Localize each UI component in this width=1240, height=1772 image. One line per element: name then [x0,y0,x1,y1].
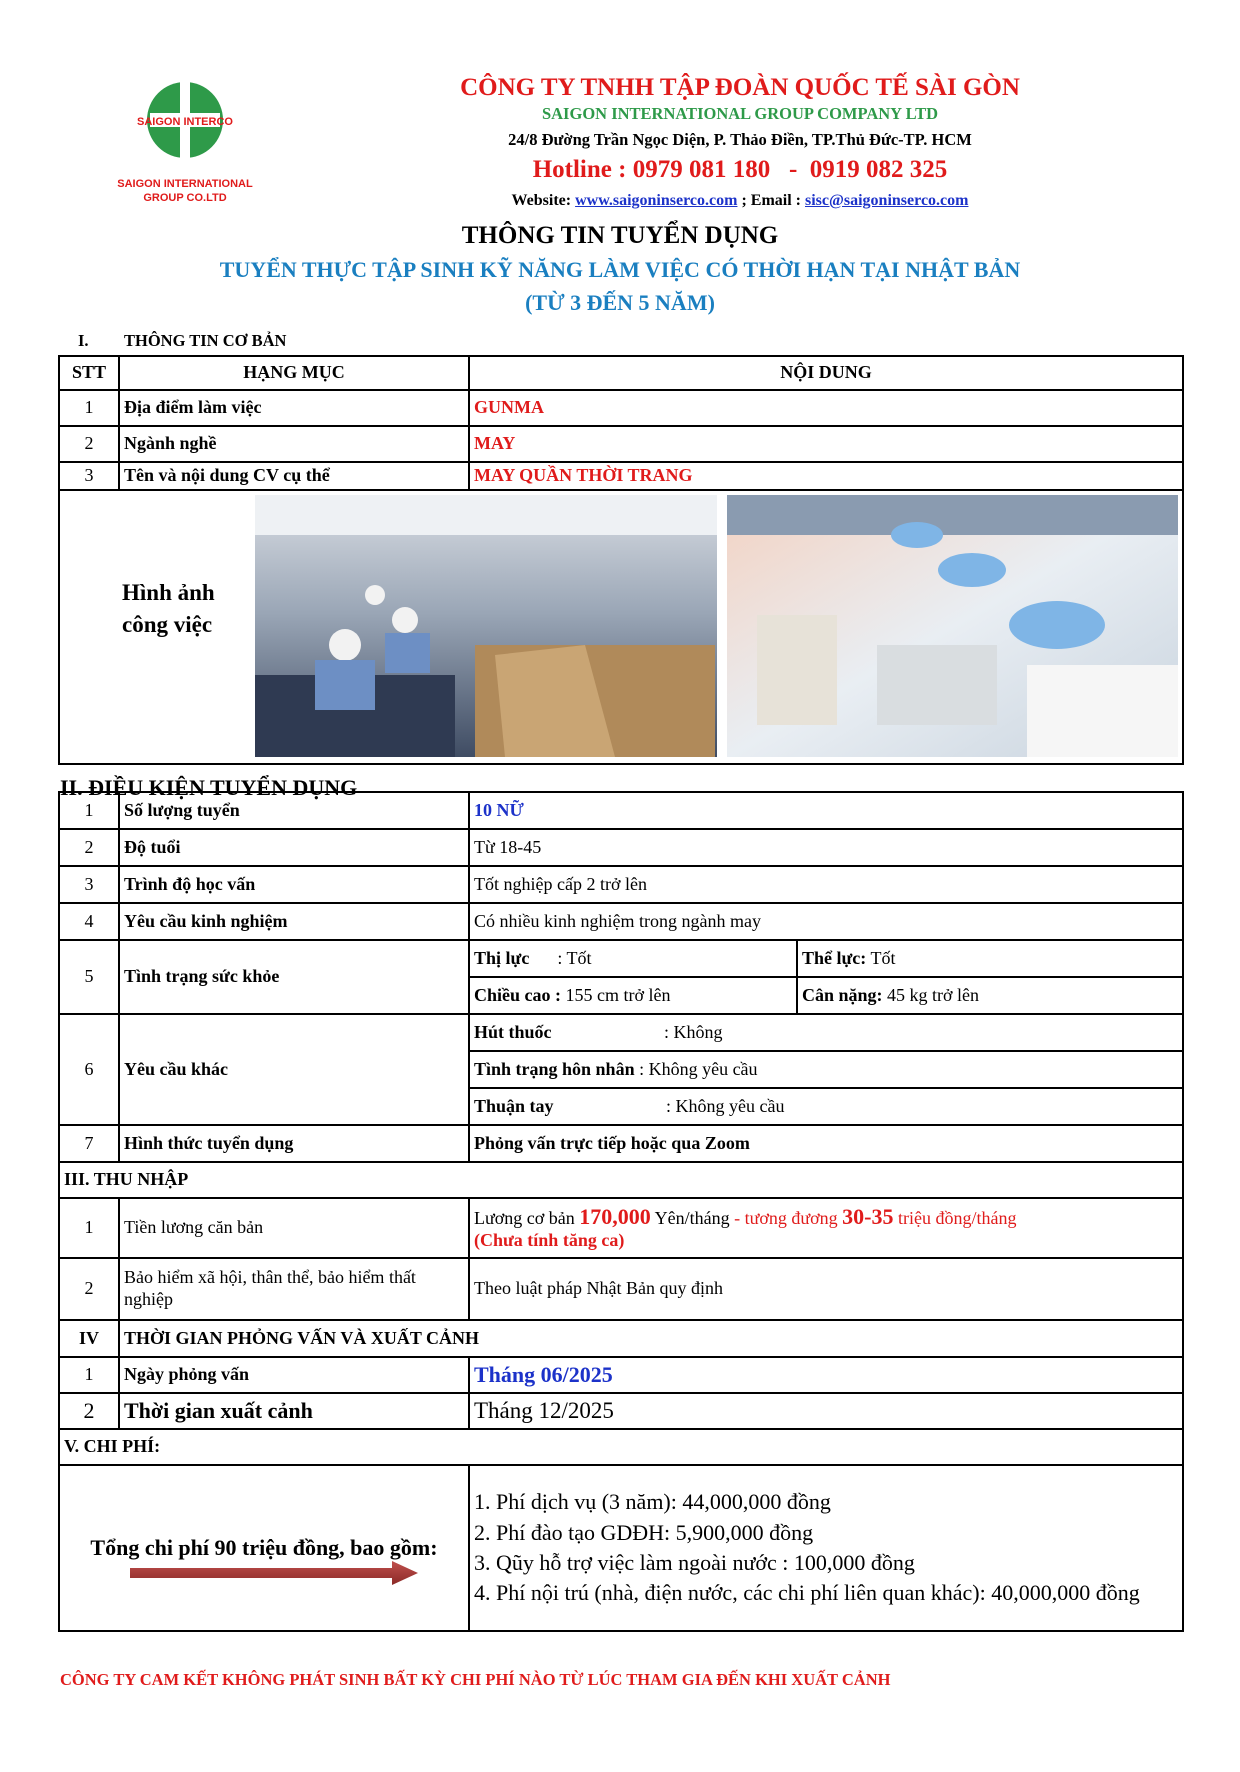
table-row [59,1014,1183,1051]
marital-cell [469,1051,1183,1088]
weight-cell [797,977,1183,1014]
section-1-title: THÔNG TIN CƠ BẢN [124,331,287,350]
table-row [59,1125,1183,1162]
company-contact [120,192,1240,210]
physical-cell [797,940,1183,977]
table-row [59,426,1183,462]
section-4-row [59,1320,1183,1357]
salary-p1: Lương cơ bản [474,1208,580,1228]
row-item: Tình trạng sức khỏe [119,940,469,1014]
section-2-heading: II. ĐIỀU KIỆN TUYỂN DỤNG [60,775,358,800]
row-item: Thời gian xuất cảnh [119,1393,469,1429]
interview-date-value: Tháng 06/2025 [469,1357,1183,1393]
cost-list [469,1465,1183,1631]
row-stt: 1 [59,390,119,426]
work-images-label-2: công việc [122,612,213,637]
table-row [59,829,1183,866]
table-row [59,1198,1183,1258]
table-row [59,1465,1183,1631]
row-item: Bảo hiểm xã hội, thân thể, bảo hiểm thất nghiệp [119,1258,469,1320]
logo-brand: SAIGON INTERCO [137,116,233,128]
hand-cell [469,1088,1183,1125]
row-stt: 2 [59,1258,119,1320]
salary-vnd: 30-35 [842,1204,894,1229]
quantity-value: 10 NỮ [469,792,1183,829]
row-item: Trình độ học vấn [119,866,469,903]
salary-p3: - tương đương [729,1208,843,1228]
email-label: ; Email : [741,192,801,209]
row-stt: 7 [59,1125,119,1162]
vision-cell [469,940,797,977]
section-1-heading [78,331,286,351]
company-hotline: Hotline : 0979 081 180 - 0919 082 325 [532,156,948,183]
smoking-label: Hút thuốc [474,1021,552,1042]
row-item: Tiền lương căn bản [119,1198,469,1258]
header-stt: STT [59,356,119,390]
row-stt: 1 [59,792,119,829]
row-item: Số lượng tuyển [119,792,469,829]
height-label: Chiều cao : [474,984,561,1005]
header-item: HẠNG MỤC [119,356,469,390]
marital-label: Tình trạng hôn nhân [474,1058,635,1079]
section-5-heading: V. CHI PHÍ: [59,1429,1183,1465]
row-item: Yêu cầu khác [119,1014,469,1125]
salary-p4: triệu đồng/tháng [893,1208,1017,1228]
page-duration: (TỪ 3 ĐẾN 5 NĂM) [525,290,715,315]
website-label: Website: [511,192,572,209]
work-images-cell [59,490,1183,764]
cost-item: 2. Phí đào tạo GDĐH: 5,900,000 đồng [474,1519,814,1545]
factory-photo-2 [727,495,1178,757]
arrow-right-icon [130,1560,420,1586]
email-link[interactable]: sisc@saigoninserco.com [805,192,969,209]
table-row [59,792,1183,829]
section-3-row [59,1162,1183,1198]
website-link[interactable]: www.saigoninserco.com [575,192,738,209]
total-cost-label: Tổng chi phí 90 triệu đồng, bao gồm: [90,1534,438,1560]
smoking-value: : Không [664,1021,723,1042]
row-stt: 5 [59,940,119,1014]
section-4-heading: THỜI GIAN PHỎNG VẤN VÀ XUẤT CẢNH [119,1320,1183,1357]
weight-value: 45 kg trở lên [882,984,980,1005]
row-item: Ngày phỏng vấn [119,1357,469,1393]
cost-item: 4. Phí nội trú (nhà, điện nước, các chi phí liên quan khác): 40,000,000 đồng [474,1580,1140,1606]
total-cost-cell [59,1465,469,1631]
height-value: 155 cm trở lên [561,984,671,1005]
company-name-en: SAIGON INTERNATIONAL GROUP COMPANY LTD [541,104,939,123]
company-name-vi: CÔNG TY TNHH TẬP ĐOÀN QUỐC TẾ SÀI GÒN [460,74,1020,101]
section-1-num: I. [78,331,89,350]
page-title: THÔNG TIN TUYỂN DỤNG [461,222,779,249]
table-row [59,1258,1183,1320]
education-value: Tốt nghiệp cấp 2 trở lên [469,866,1183,903]
salary-amount: 170,000 [579,1204,651,1229]
row-stt: 2 [59,829,119,866]
row-item: Yêu cầu kinh nghiệm [119,903,469,940]
table-row [59,940,1183,977]
row-stt: 6 [59,1014,119,1125]
recruit-method-value: Phỏng vấn trực tiếp hoặc qua Zoom [469,1125,1183,1162]
header-content: NỘI DUNG [469,356,1183,390]
page-subtitle: TUYỂN THỰC TẬP SINH KỸ NĂNG LÀM VIỆC CÓ THỜI HẠN TẠI NHẬT BẢN [219,257,1021,282]
row-item: Ngành nghề [119,426,469,462]
table-row [59,903,1183,940]
experience-value: Có nhiều kinh nghiệm trong ngành may [469,903,1183,940]
table-row [59,1357,1183,1393]
height-cell [469,977,797,1014]
marital-value: : Không yêu cầu [634,1058,758,1079]
work-images-label-1: Hình ảnh [122,580,215,605]
table-row [59,1393,1183,1429]
row-stt: 1 [59,1198,119,1258]
basic-info-table [58,355,1184,765]
salary-value [469,1198,1183,1258]
job-title-value: MAY QUẦN THỜI TRANG [469,462,1183,490]
row-item: Độ tuổi [119,829,469,866]
logo-line1: SAIGON INTERNATIONAL [117,178,253,190]
table-row [59,866,1183,903]
row-stt: 1 [59,1357,119,1393]
row-item: Tên và nội dung CV cụ thể [119,462,469,490]
smoking-cell [469,1014,1183,1051]
cost-item: 1. Phí dịch vụ (3 năm): 44,000,000 đồng [474,1489,831,1515]
table-row [59,462,1183,490]
table-row [59,390,1183,426]
vision-value: : Tốt [557,947,592,968]
section-3-heading: III. THU NHẬP [59,1162,1183,1198]
vision-label: Thị lực [474,947,530,968]
salary-note: (Chưa tính tăng ca) [474,1230,625,1251]
row-stt: 4 [59,903,119,940]
salary-p2: Yên/tháng [650,1208,730,1228]
row-item: Hình thức tuyển dụng [119,1125,469,1162]
requirements-table [58,791,1184,1632]
hand-value: : Không yêu cầu [666,1095,785,1116]
work-location-value: GUNMA [469,390,1183,426]
images-row [59,490,1183,764]
row-stt: 3 [59,866,119,903]
work-images-label [122,577,215,641]
factory-photo-1 [255,495,717,757]
section-5-row [59,1429,1183,1465]
insurance-value: Theo luật pháp Nhật Bản quy định [469,1258,1183,1320]
age-value: Từ 18-45 [469,829,1183,866]
logo-line2: GROUP CO.LTD [143,192,227,204]
cost-item: 3. Qũy hỗ trợ việc làm ngoài nước : 100,000 đồng [474,1550,915,1575]
row-item: Địa điểm làm việc [119,390,469,426]
industry-value: MAY [469,426,1183,462]
physical-value: Tốt [866,947,896,968]
company-address: 24/8 Đường Trần Ngọc Diện, P. Thảo Điền, TP.Thủ Đức-TP. HCM [508,130,972,149]
footer-commitment: CÔNG TY CAM KẾT KHÔNG PHÁT SINH BẤT KỲ CHI PHÍ NÀO TỪ LÚC THAM GIA ĐẾN KHI XUẤT CẢNH [60,1670,891,1689]
row-stt: 2 [59,426,119,462]
physical-label: Thể lực: [802,947,867,968]
weight-label: Cân nặng: [802,984,883,1005]
departure-date-value: Tháng 12/2025 [469,1393,1183,1429]
hand-label: Thuận tay [474,1095,554,1116]
row-stt: 2 [59,1393,119,1429]
row-stt: 3 [59,462,119,490]
section-4-num: IV [59,1320,119,1357]
